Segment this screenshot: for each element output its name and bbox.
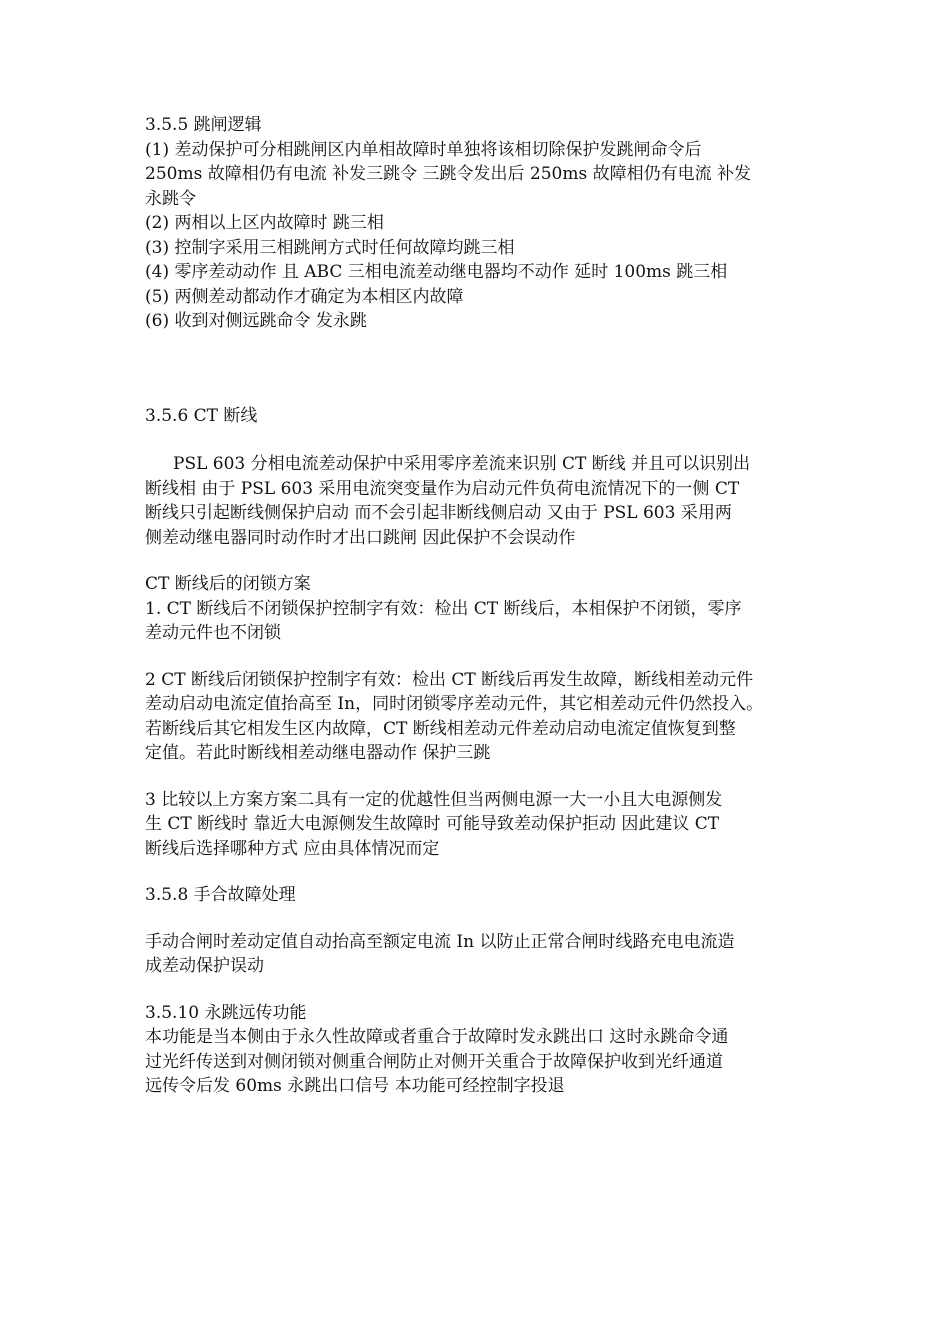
scheme-3-line: 3 比较以上方案方案二具有一定的优越性但当两侧电源一大一小且大电源侧发 bbox=[145, 789, 723, 810]
scheme-2-line: 若断线后其它相发生区内故障，CT 断线相差动元件差动启动电流定值恢复到整 bbox=[145, 718, 736, 739]
paragraph-line: 本功能是当本侧由于永久性故障或者重合于故障时发永跳出口 这时永跳命令通 bbox=[145, 1027, 729, 1047]
section-3-5-8 bbox=[145, 883, 815, 979]
section-heading: 3.5.8 手合故障处理 bbox=[145, 885, 296, 905]
paragraph-line: 成差动保护误动 bbox=[145, 956, 264, 976]
section-3-5-6 bbox=[145, 404, 815, 862]
list-item: (4) 零序差动动作 且 ABC 三相电流差动继电器均不动作 延时 100ms 跳三相 bbox=[145, 262, 728, 282]
paragraph-line: 手动合闸时差动定值自动抬高至额定电流 In 以防止正常合闸时线路充电电流造 bbox=[145, 931, 735, 952]
scheme-1-line: 1. CT 断线后不闭锁保护控制字有效：检出 CT 断线后，本相保护不闭锁，零序 bbox=[145, 598, 742, 619]
paragraph-line: 远传令后发 60ms 永跳出口信号 本功能可经控制字投退 bbox=[145, 1076, 565, 1096]
section-heading: 3.5.10 永跳远传功能 bbox=[145, 1002, 307, 1023]
paragraph-line: 断线相 由于 PSL 603 采用电流突变量作为启动元件负荷电流情况下的一侧 CT bbox=[145, 478, 740, 499]
list-item: (2) 两相以上区内故障时 跳三相 bbox=[145, 213, 384, 233]
list-item: (5) 两侧差动都动作才确定为本相区内故障 bbox=[145, 286, 464, 307]
scheme-2-line: 差动启动电流定值抬高至 In，同时闭锁零序差动元件，其它相差动元件仍然投入。 bbox=[145, 694, 764, 714]
section-3-5-10 bbox=[145, 1001, 815, 1099]
list-item-continued: 永跳令 bbox=[145, 188, 196, 209]
paragraph-line: 断线只引起断线侧保护启动 而不会引起非断线侧启动 又由于 PSL 603 采用两 bbox=[145, 503, 732, 523]
list-item: (6) 收到对侧远跳命令 发永跳 bbox=[145, 311, 367, 331]
paragraph-line: 过光纤传送到对侧闭锁对侧重合闸防止对侧开关重合于故障保护收到光纤通道 bbox=[145, 1051, 723, 1072]
scheme-3-line: 断线后选择哪种方式 应由具体情况而定 bbox=[145, 838, 440, 859]
section-3-5-5 bbox=[145, 113, 815, 334]
section-heading: 3.5.5 跳闸逻辑 bbox=[145, 115, 262, 135]
subsection-title: CT 断线后的闭锁方案 bbox=[145, 574, 311, 594]
document-page bbox=[145, 113, 815, 1099]
section-heading: 3.5.6 CT 断线 bbox=[145, 405, 258, 426]
scheme-2-line: 定值。若此时断线相差动继电器动作 保护三跳 bbox=[145, 743, 491, 763]
scheme-3-line: 生 CT 断线时 靠近大电源侧发生故障时 可能导致差动保护拒动 因此建议 CT bbox=[145, 814, 720, 834]
list-item-continued: 250ms 故障相仍有电流 补发三跳令 三跳令发出后 250ms 故障相仍有电流 补发 bbox=[145, 164, 752, 184]
scheme-2-line: 2 CT 断线后闭锁保护控制字有效：检出 CT 断线后再发生故障，断线相差动元件 bbox=[145, 669, 754, 690]
list-item: (3) 控制字采用三相跳闸方式时任何故障均跳三相 bbox=[145, 237, 515, 258]
scheme-1-line: 差动元件也不闭锁 bbox=[145, 623, 281, 643]
paragraph-line: 侧差动继电器同时动作时才出口跳闸 因此保护不会误动作 bbox=[145, 527, 576, 548]
paragraph-line: PSL 603 分相电流差动保护中采用零序差流来识别 CT 断线 并且可以识别出 bbox=[173, 454, 751, 474]
list-item: (1) 差动保护可分相跳闸区内单相故障时单独将该相切除保护发跳闸命令后 bbox=[145, 139, 702, 160]
